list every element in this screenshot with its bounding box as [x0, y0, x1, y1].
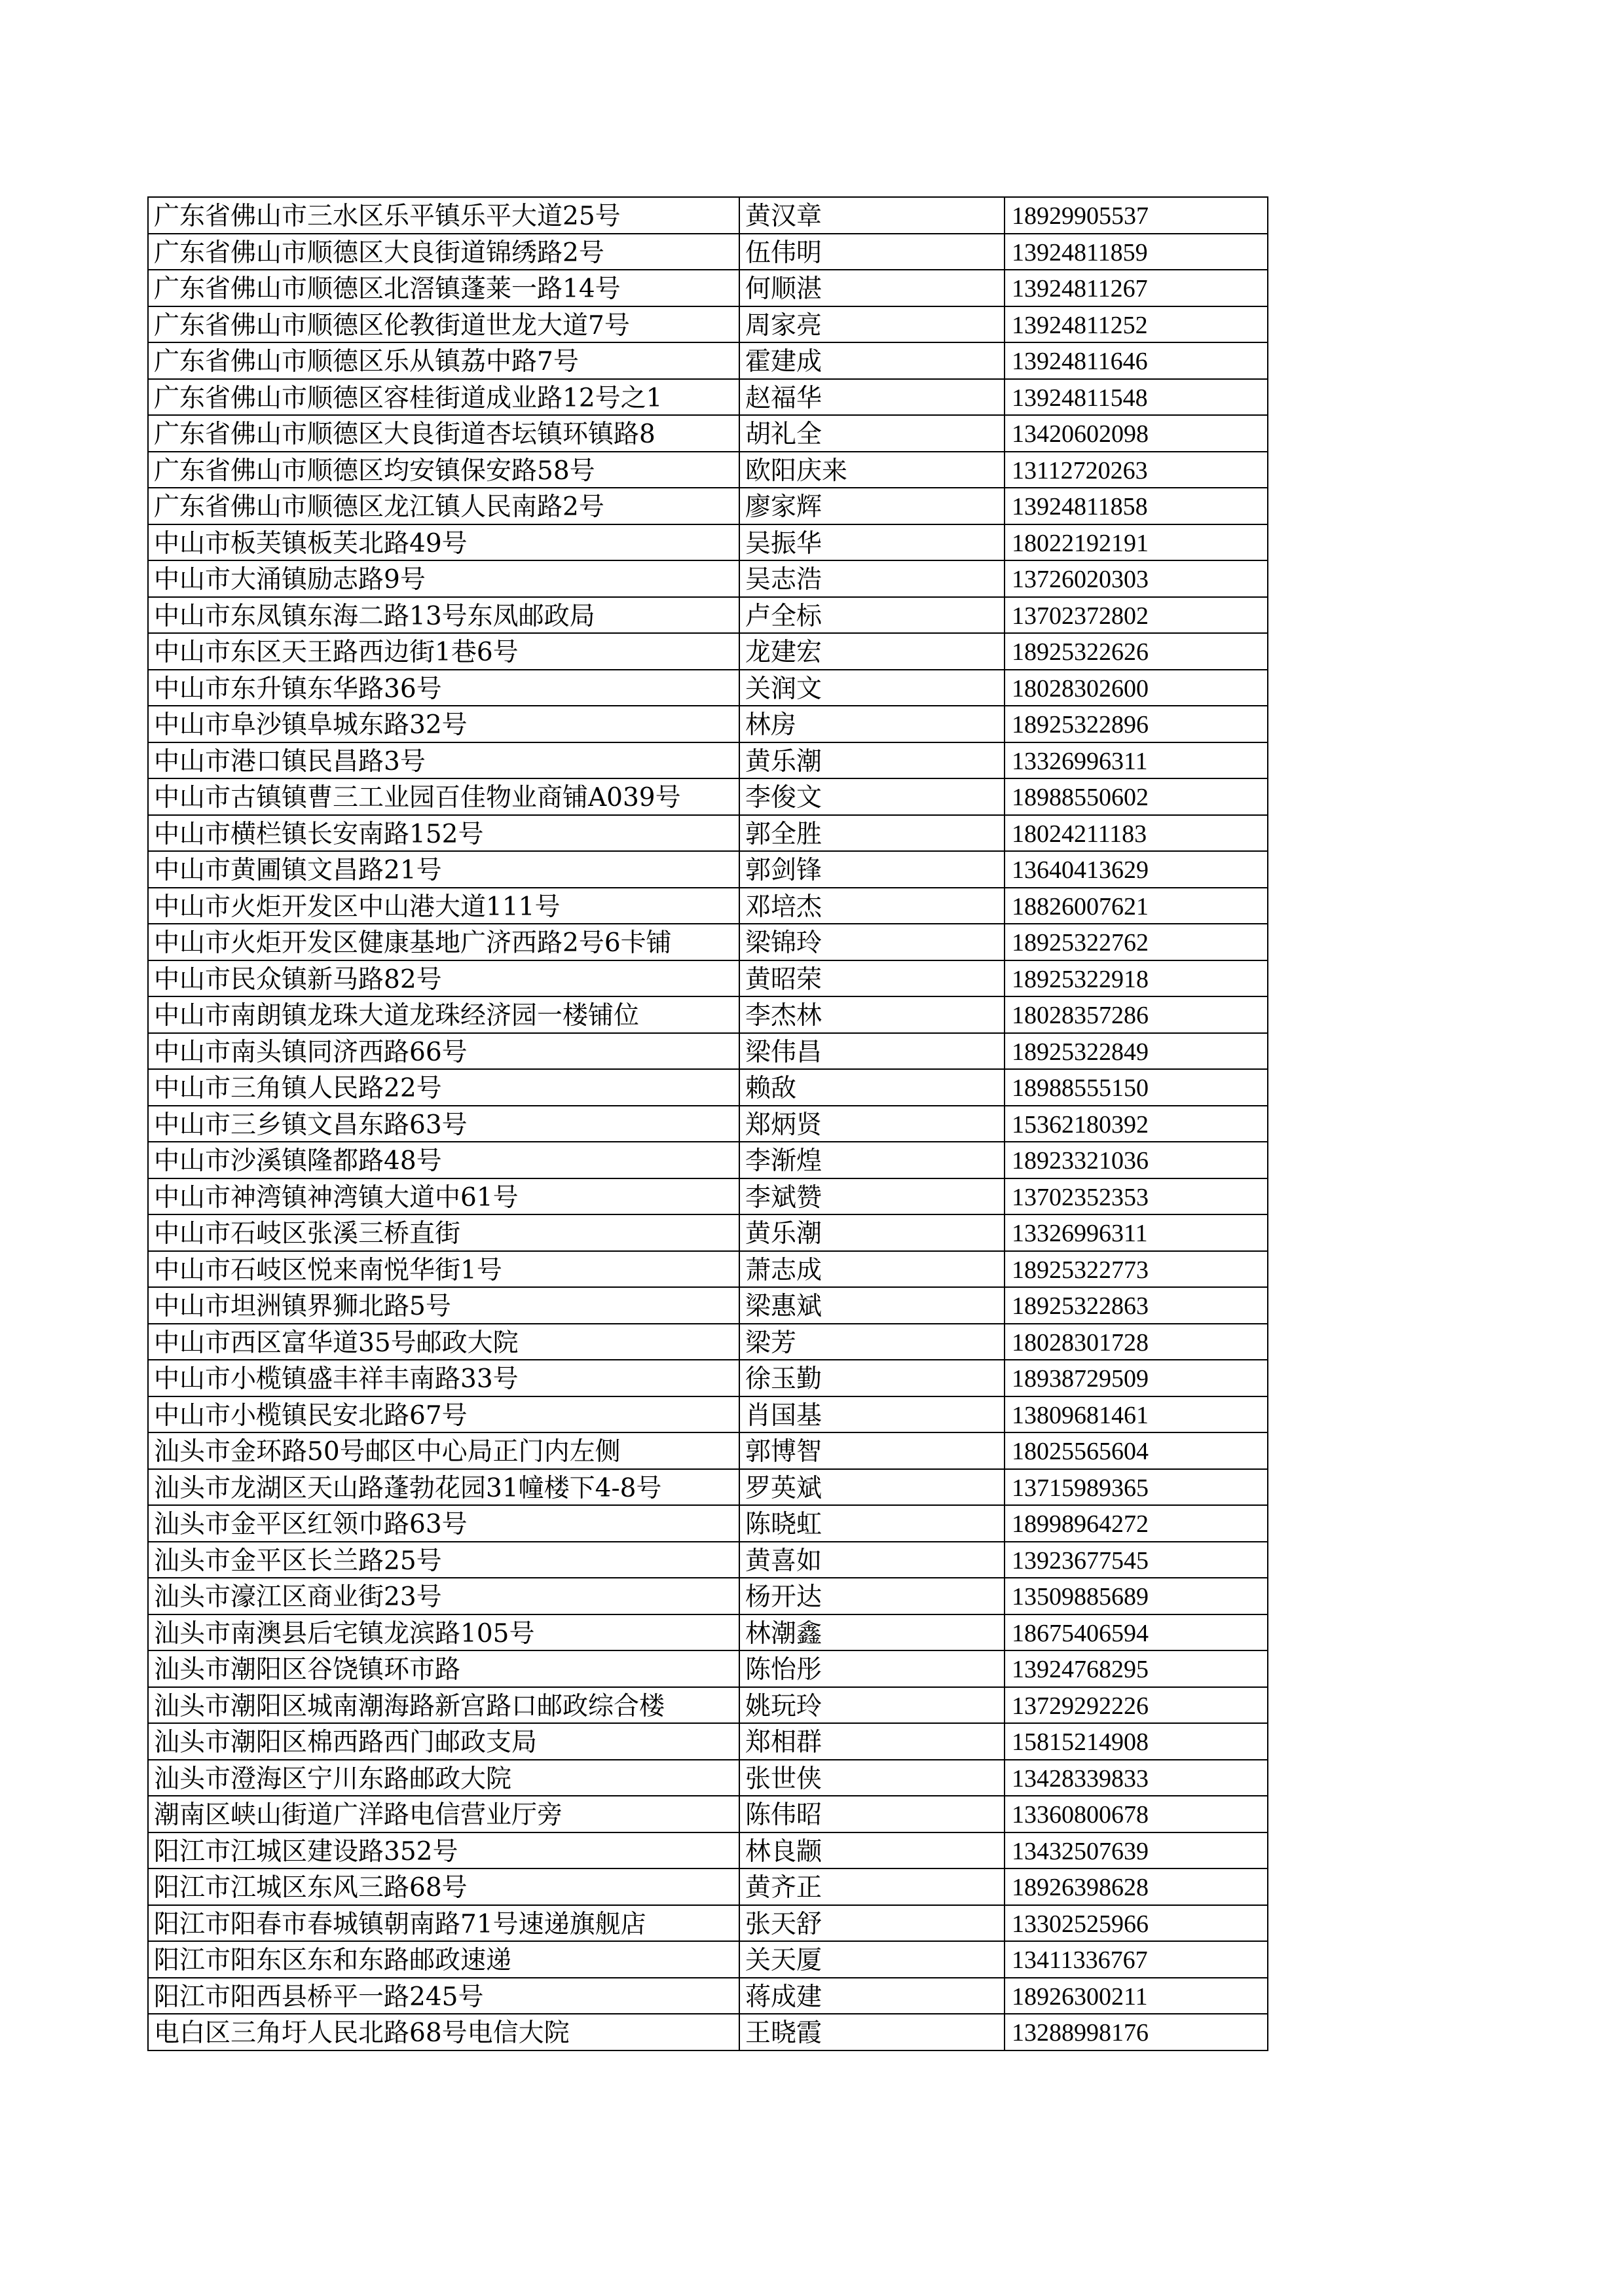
table-row [149, 888, 1268, 925]
phone-cell[interactable]: 13729292226 [1005, 1688, 1268, 1723]
phone-cell[interactable]: 13924811858 [1005, 488, 1268, 524]
contact-name-cell[interactable]: 张天舒 [740, 1906, 1005, 1941]
table-row [149, 380, 1268, 416]
address-cell[interactable]: 汕头市濠江区商业街23号 [149, 1578, 740, 1614]
table-row [149, 234, 1268, 271]
address-cell[interactable]: 中山市沙溪镇隆都路48号 [149, 1142, 740, 1178]
contact-name-cell[interactable]: 黄汉章 [740, 198, 1005, 233]
address-cell[interactable]: 中山市港口镇民昌路3号 [149, 743, 740, 778]
phone-cell[interactable]: 18675406594 [1005, 1615, 1268, 1650]
phone-cell[interactable]: 18025565604 [1005, 1433, 1268, 1468]
address-cell[interactable]: 中山市民众镇新马路82号 [149, 961, 740, 996]
contact-name-cell[interactable]: 梁伟昌 [740, 1034, 1005, 1069]
address-cell[interactable]: 中山市小榄镇盛丰祥丰南路33号 [149, 1360, 740, 1396]
table-row [149, 1397, 1268, 1434]
table-row [149, 1215, 1268, 1252]
address-cell[interactable]: 中山市大涌镇励志路9号 [149, 561, 740, 596]
contact-name-cell[interactable]: 伍伟明 [740, 234, 1005, 270]
phone-cell[interactable]: 18925322863 [1005, 1288, 1268, 1323]
contact-name-cell[interactable]: 黄乐潮 [740, 1215, 1005, 1250]
phone-cell[interactable]: 13411336767 [1005, 1942, 1268, 1977]
contact-name-cell[interactable]: 李杰林 [740, 997, 1005, 1032]
table-row [149, 1252, 1268, 1288]
table-row [149, 1978, 1268, 2015]
contact-name-cell[interactable]: 廖家辉 [740, 488, 1005, 524]
phone-cell[interactable]: 18022192191 [1005, 525, 1268, 560]
contact-name-cell[interactable]: 梁锦玲 [740, 924, 1005, 960]
contact-name-cell[interactable]: 萧志成 [740, 1252, 1005, 1287]
table-row [149, 1615, 1268, 1652]
phone-cell[interactable]: 13726020303 [1005, 561, 1268, 596]
table-row [149, 1869, 1268, 1906]
phone-cell[interactable]: 18998964272 [1005, 1506, 1268, 1541]
table-row [149, 307, 1268, 344]
table-row [149, 1942, 1268, 1978]
address-cell[interactable]: 汕头市潮阳区棉西路西门邮政支局 [149, 1724, 740, 1759]
address-cell[interactable]: 广东省佛山市顺德区容桂街道成业路12号之1 [149, 380, 740, 415]
phone-cell[interactable]: 15362180392 [1005, 1106, 1268, 1142]
address-cell[interactable]: 中山市神湾镇神湾镇大道中61号 [149, 1179, 740, 1214]
phone-cell[interactable]: 18988550602 [1005, 779, 1268, 814]
phone-cell[interactable]: 18923321036 [1005, 1142, 1268, 1178]
table-row [149, 1651, 1268, 1688]
address-cell[interactable]: 广东省佛山市顺德区大良街道锦绣路2号 [149, 234, 740, 270]
contact-name-cell[interactable]: 陈伟昭 [740, 1796, 1005, 1832]
contact-name-cell[interactable]: 关润文 [740, 670, 1005, 706]
table-row [149, 1070, 1268, 1106]
table-row [149, 924, 1268, 961]
contact-name-cell[interactable]: 卢全标 [740, 598, 1005, 633]
table-row [149, 816, 1268, 852]
contact-name-cell[interactable]: 梁芳 [740, 1324, 1005, 1360]
phone-cell[interactable]: 18925322918 [1005, 961, 1268, 996]
address-cell[interactable]: 广东省佛山市顺德区均安镇保安路58号 [149, 452, 740, 488]
table-row [149, 1578, 1268, 1615]
address-cell[interactable]: 汕头市潮阳区城南潮海路新宫路口邮政综合楼 [149, 1688, 740, 1723]
address-cell[interactable]: 中山市石岐区悦来南悦华街1号 [149, 1252, 740, 1287]
address-cell[interactable]: 汕头市潮阳区谷饶镇环市路 [149, 1651, 740, 1686]
contact-name-cell[interactable]: 郑相群 [740, 1724, 1005, 1759]
phone-cell[interactable]: 13288998176 [1005, 2014, 1268, 2050]
contact-name-cell[interactable]: 郭博智 [740, 1433, 1005, 1468]
contact-name-cell[interactable]: 梁惠斌 [740, 1288, 1005, 1323]
contact-name-cell[interactable]: 黄昭荣 [740, 961, 1005, 996]
address-cell[interactable]: 汕头市金环路50号邮区中心局正门内左侧 [149, 1433, 740, 1468]
table-row [149, 1324, 1268, 1361]
address-cell[interactable]: 中山市石岐区张溪三桥直街 [149, 1215, 740, 1250]
contact-name-cell[interactable]: 王晓霞 [740, 2014, 1005, 2050]
contact-name-cell[interactable]: 李俊文 [740, 779, 1005, 814]
address-cell[interactable]: 中山市东凤镇东海二路13号东凤邮政局 [149, 598, 740, 633]
table-row [149, 488, 1268, 525]
table-row [149, 598, 1268, 634]
contact-name-cell[interactable]: 姚玩玲 [740, 1688, 1005, 1723]
phone-cell[interactable]: 13640413629 [1005, 852, 1268, 887]
contact-name-cell[interactable]: 黄喜如 [740, 1542, 1005, 1578]
phone-cell[interactable]: 18024211183 [1005, 816, 1268, 851]
address-cell[interactable]: 汕头市龙湖区天山路蓬勃花园31幢楼下4-8号 [149, 1470, 740, 1505]
table-row [149, 525, 1268, 562]
phone-cell[interactable]: 18926398628 [1005, 1869, 1268, 1904]
table-row [149, 1288, 1268, 1324]
phone-cell[interactable]: 13112720263 [1005, 452, 1268, 488]
address-cell[interactable]: 阳江市江城区建设路352号 [149, 1833, 740, 1868]
phone-cell[interactable]: 13420602098 [1005, 416, 1268, 451]
phone-cell[interactable]: 13509885689 [1005, 1578, 1268, 1614]
table-row [149, 670, 1268, 707]
contact-name-cell[interactable]: 张世侠 [740, 1760, 1005, 1796]
address-cell[interactable]: 中山市东区天王路西边街1巷6号 [149, 634, 740, 669]
contact-name-cell[interactable]: 黄乐潮 [740, 743, 1005, 778]
address-cell[interactable]: 中山市阜沙镇阜城东路32号 [149, 706, 740, 742]
phone-cell[interactable]: 13809681461 [1005, 1397, 1268, 1432]
phone-cell[interactable]: 13360800678 [1005, 1796, 1268, 1832]
contact-name-cell[interactable]: 欧阳庆来 [740, 452, 1005, 488]
phone-cell[interactable]: 13924811252 [1005, 307, 1268, 342]
contact-name-cell[interactable]: 吴志浩 [740, 561, 1005, 596]
phone-cell[interactable]: 13702352353 [1005, 1179, 1268, 1214]
table-row [149, 779, 1268, 816]
contact-name-cell[interactable]: 郭剑锋 [740, 852, 1005, 887]
table-row [149, 1433, 1268, 1470]
address-cell[interactable]: 中山市黄圃镇文昌路21号 [149, 852, 740, 887]
address-cell[interactable]: 电白区三角圩人民北路68号电信大院 [149, 2014, 740, 2050]
phone-cell[interactable]: 18925322849 [1005, 1034, 1268, 1069]
table-row [149, 1833, 1268, 1870]
phone-cell[interactable]: 13923677545 [1005, 1542, 1268, 1578]
contact-name-cell[interactable]: 林房 [740, 706, 1005, 742]
address-cell[interactable]: 中山市古镇镇曹三工业园百佳物业商铺A039号 [149, 779, 740, 814]
table-row [149, 1688, 1268, 1724]
address-cell[interactable]: 广东省佛山市顺德区伦教街道世龙大道7号 [149, 307, 740, 342]
phone-cell[interactable]: 13715989365 [1005, 1470, 1268, 1505]
contact-name-cell[interactable]: 黄齐正 [740, 1869, 1005, 1904]
contact-name-cell[interactable]: 胡礼全 [740, 416, 1005, 451]
address-cell[interactable]: 广东省佛山市三水区乐平镇乐平大道25号 [149, 198, 740, 233]
table-row [149, 1506, 1268, 1542]
contact-name-cell[interactable]: 邓培杰 [740, 888, 1005, 924]
table-row [149, 270, 1268, 307]
address-cell[interactable]: 汕头市澄海区宁川东路邮政大院 [149, 1760, 740, 1796]
address-cell[interactable]: 广东省佛山市顺德区龙江镇人民南路2号 [149, 488, 740, 524]
phone-cell[interactable]: 18925322626 [1005, 634, 1268, 669]
address-cell[interactable]: 中山市坦洲镇界狮北路5号 [149, 1288, 740, 1323]
address-cell[interactable]: 汕头市金平区长兰路25号 [149, 1542, 740, 1578]
table-row [149, 961, 1268, 998]
address-cell[interactable]: 中山市南头镇同济西路66号 [149, 1034, 740, 1069]
contact-name-cell[interactable]: 霍建成 [740, 343, 1005, 378]
address-cell[interactable]: 阳江市江城区东风三路68号 [149, 1869, 740, 1904]
address-cell[interactable]: 潮南区峡山街道广洋路电信营业厅旁 [149, 1796, 740, 1832]
contact-name-cell[interactable]: 林良颛 [740, 1833, 1005, 1868]
table-row [149, 1796, 1268, 1833]
table-row [149, 1760, 1268, 1797]
phone-cell[interactable]: 13432507639 [1005, 1833, 1268, 1868]
table-row [149, 706, 1268, 743]
address-cell[interactable]: 中山市横栏镇长安南路152号 [149, 816, 740, 851]
phone-cell[interactable]: 18028301728 [1005, 1324, 1268, 1360]
phone-cell[interactable]: 13924811646 [1005, 343, 1268, 378]
phone-cell[interactable]: 18925322773 [1005, 1252, 1268, 1287]
phone-cell[interactable]: 18028357286 [1005, 997, 1268, 1032]
contact-name-cell[interactable]: 李渐煌 [740, 1142, 1005, 1178]
contact-name-cell[interactable]: 关天厦 [740, 1942, 1005, 1977]
contact-name-cell[interactable]: 陈怡彤 [740, 1651, 1005, 1686]
table-row [149, 452, 1268, 489]
table-row [149, 198, 1268, 234]
phone-cell[interactable]: 18926300211 [1005, 1978, 1268, 2014]
contact-name-cell[interactable]: 郭全胜 [740, 816, 1005, 851]
address-cell[interactable]: 汕头市南澳县后宅镇龙滨路105号 [149, 1615, 740, 1650]
contact-name-cell[interactable]: 何顺湛 [740, 270, 1005, 306]
address-cell[interactable]: 阳江市阳西县桥平一路245号 [149, 1978, 740, 2014]
table-row [149, 1034, 1268, 1070]
address-cell[interactable]: 中山市东升镇东华路36号 [149, 670, 740, 706]
table-row [149, 1179, 1268, 1216]
contact-name-cell[interactable]: 赖敌 [740, 1070, 1005, 1105]
table-row [149, 1142, 1268, 1179]
phone-cell[interactable]: 18929905537 [1005, 198, 1268, 233]
contact-name-cell[interactable]: 杨开达 [740, 1578, 1005, 1614]
phone-cell[interactable]: 13924811859 [1005, 234, 1268, 270]
contact-name-cell[interactable]: 赵福华 [740, 380, 1005, 415]
contact-name-cell[interactable]: 陈晓虹 [740, 1506, 1005, 1541]
table-row [149, 2014, 1268, 2051]
table-row [149, 852, 1268, 888]
address-cell[interactable]: 中山市三乡镇文昌东路63号 [149, 1106, 740, 1142]
address-cell[interactable]: 中山市西区富华道35号邮政大院 [149, 1324, 740, 1360]
phone-cell[interactable]: 18925322896 [1005, 706, 1268, 742]
contact-name-cell[interactable]: 周家亮 [740, 307, 1005, 342]
table-row [149, 997, 1268, 1034]
address-cell[interactable]: 中山市板芙镇板芙北路49号 [149, 525, 740, 560]
contact-name-cell[interactable]: 吴振华 [740, 525, 1005, 560]
address-cell[interactable]: 阳江市阳春市春城镇朝南路71号速递旗舰店 [149, 1906, 740, 1941]
address-cell[interactable]: 中山市三角镇人民路22号 [149, 1070, 740, 1105]
contact-name-cell[interactable]: 龙建宏 [740, 634, 1005, 669]
contact-name-cell[interactable]: 李斌赞 [740, 1179, 1005, 1214]
address-cell[interactable]: 中山市火炬开发区中山港大道111号 [149, 888, 740, 924]
table-row [149, 1360, 1268, 1397]
phone-cell[interactable]: 13302525966 [1005, 1906, 1268, 1941]
phone-cell[interactable]: 18925322762 [1005, 924, 1268, 960]
address-cell[interactable]: 中山市火炬开发区健康基地广济西路2号6卡铺 [149, 924, 740, 960]
address-cell[interactable]: 广东省佛山市顺德区乐从镇荔中路7号 [149, 343, 740, 378]
phone-cell[interactable]: 18938729509 [1005, 1360, 1268, 1396]
table-row [149, 1906, 1268, 1942]
address-cell[interactable]: 中山市南朗镇龙珠大道龙珠经济园一楼铺位 [149, 997, 740, 1032]
table-row [149, 416, 1268, 452]
table-row [149, 561, 1268, 598]
table-row [149, 1106, 1268, 1143]
phone-cell[interactable]: 13326996311 [1005, 1215, 1268, 1250]
table-row [149, 1542, 1268, 1579]
address-cell[interactable]: 中山市小榄镇民安北路67号 [149, 1397, 740, 1432]
contact-name-cell[interactable]: 蒋成建 [740, 1978, 1005, 2014]
address-cell[interactable]: 汕头市金平区红领巾路63号 [149, 1506, 740, 1541]
phone-cell[interactable]: 18988555150 [1005, 1070, 1268, 1105]
contact-name-cell[interactable]: 肖国基 [740, 1397, 1005, 1432]
phone-cell[interactable]: 13924811548 [1005, 380, 1268, 415]
phone-cell[interactable]: 13428339833 [1005, 1760, 1268, 1796]
table-row [149, 743, 1268, 780]
phone-cell[interactable]: 13924768295 [1005, 1651, 1268, 1686]
table-row [149, 1470, 1268, 1506]
address-cell[interactable]: 阳江市阳东区东和东路邮政速递 [149, 1942, 740, 1977]
table-row [149, 1724, 1268, 1760]
address-cell[interactable]: 广东省佛山市顺德区北滘镇蓬莱一路14号 [149, 270, 740, 306]
contact-name-cell[interactable]: 林潮鑫 [740, 1615, 1005, 1650]
address-cell[interactable]: 广东省佛山市顺德区大良街道杏坛镇环镇路8 [149, 416, 740, 451]
phone-cell[interactable]: 18826007621 [1005, 888, 1268, 924]
phone-cell[interactable]: 15815214908 [1005, 1724, 1268, 1759]
spreadsheet-table [147, 196, 1268, 2051]
phone-cell[interactable]: 13924811267 [1005, 270, 1268, 306]
contact-name-cell[interactable]: 徐玉勤 [740, 1360, 1005, 1396]
table-row [149, 634, 1268, 670]
phone-cell[interactable]: 18028302600 [1005, 670, 1268, 706]
table-row [149, 343, 1268, 380]
phone-cell[interactable]: 13702372802 [1005, 598, 1268, 633]
contact-name-cell[interactable]: 罗英斌 [740, 1470, 1005, 1505]
contact-name-cell[interactable]: 郑炳贤 [740, 1106, 1005, 1142]
phone-cell[interactable]: 13326996311 [1005, 743, 1268, 778]
